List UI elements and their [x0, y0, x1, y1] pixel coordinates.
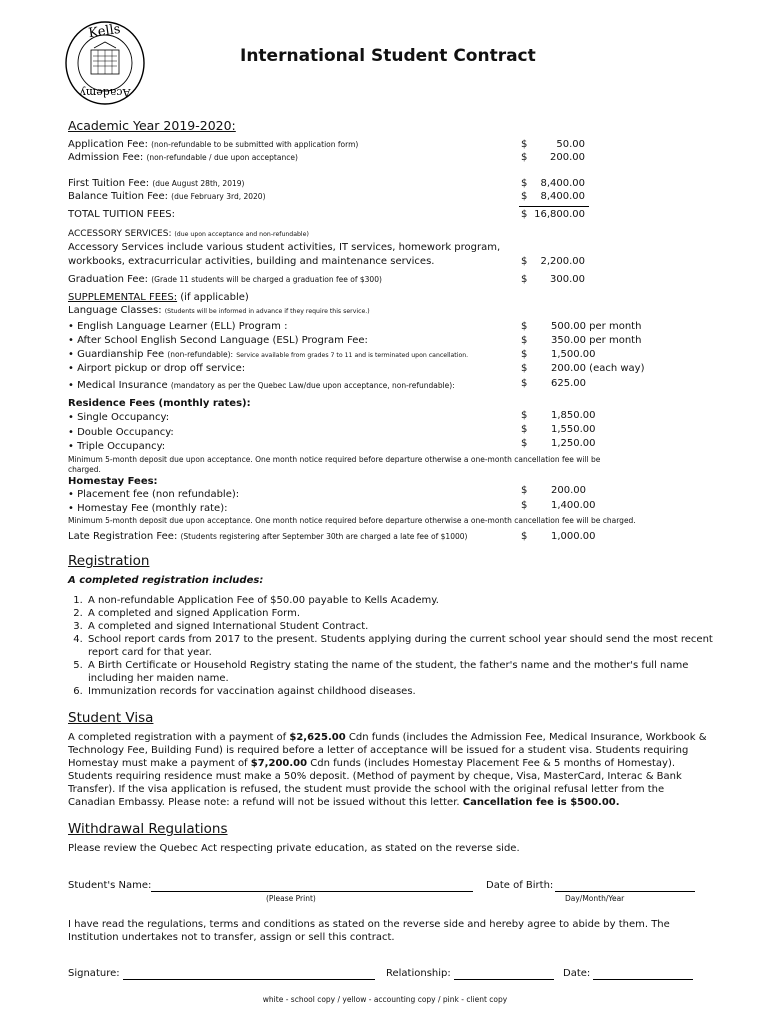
ell-program-label: • English Language Learner (ELL) Program :	[68, 321, 288, 332]
double-occupancy-label: • Double Occupancy:	[68, 427, 174, 438]
visa-registration-amount: $2,625.00	[289, 732, 346, 743]
application-fee-amount: 50.00	[556, 139, 585, 150]
medical-insurance-note: (mandatory as per the Quebec Law/due upon acceptance, non-refundable):	[170, 381, 455, 390]
supplemental-label: SUPPLEMENTAL FEES:	[68, 292, 178, 303]
currency-sign: $	[521, 424, 528, 435]
agreement-text: I have read the regulations, terms and conditions as stated on the reverse side and hereby agree to abide by them. The Institution undertakes not to transfer, assign or sell this contract.	[68, 919, 670, 943]
accessory-label: ACCESSORY SERVICES:	[68, 229, 172, 239]
graduation-amount: 300.00	[550, 274, 585, 285]
first-tuition-amount: 8,400.00	[540, 178, 585, 189]
accessory-desc-line2: workbooks, extracurricular activities, building and maintenance services.	[68, 256, 435, 267]
list-item: 3. A completed and signed International Student Contract.	[86, 620, 736, 633]
list-item: 6. Immunization records for vaccination against childhood diseases.	[86, 685, 736, 698]
accessory-desc-line1: Accessory Services include various student activities, IT services, homework program,	[68, 242, 501, 253]
date-of-birth-label: Date of Birth:	[486, 880, 554, 891]
total-tuition-amount: 16,800.00	[534, 209, 585, 220]
visa-text-2: Cdn funds (includes the Admission Fee, Medical Insurance, Workbook & Technology Fee, Building Fund) is required before a letter of acceptance will be issued for a student visa. Students requiring Homestay must make a payment of	[68, 732, 707, 769]
withdrawal-heading: Withdrawal Regulations	[68, 821, 228, 837]
medical-insurance-row	[68, 380, 455, 391]
ell-program-amount: 500.00 per month	[551, 321, 642, 332]
relationship-label: Relationship:	[386, 968, 451, 979]
accessory-amount: 2,200.00	[540, 256, 585, 267]
homestay-deposit-note: Minimum 5-month deposit due upon acceptance. One month notice required before departure otherwise a one-month cancellation fee will be charged.	[68, 516, 636, 525]
admission-fee-note: (non-refundable / due upon acceptance)	[146, 153, 298, 162]
currency-sign: $	[521, 410, 528, 421]
currency-sign: $	[521, 274, 528, 285]
signature-label: Signature:	[68, 968, 120, 979]
list-item: 4. School report cards from 2017 to the present. Students applying during the current school year should send the most recent report card for that year.	[86, 633, 736, 659]
kells-academy-seal	[64, 20, 146, 106]
relationship-field[interactable]	[454, 979, 554, 980]
date-format-hint: Day/Month/Year	[565, 894, 625, 903]
placement-fee-label: • Placement fee (non refundable):	[68, 489, 240, 500]
student-name-field[interactable]	[151, 891, 473, 892]
visa-text-3: Cdn funds (includes Homestay Placement Fee & 5 months of Homestay). Students requiring residence must make a 50% deposit. (Method of payment by cheque, Visa, MasterCard, Interac & Bank Transfer). If the visa application is refused, the student must provide the school with the original refusal letter from the Canadian Embassy. Please note: a refund will not be issued without this letter.	[68, 758, 682, 808]
residence-deposit-note-cont: charged.	[68, 465, 101, 474]
date-of-birth-field[interactable]	[555, 891, 695, 892]
language-classes-note: (Students will be informed in advance if they require this service.)	[164, 308, 370, 315]
supplemental-heading	[68, 292, 249, 303]
currency-sign: $	[521, 500, 528, 511]
signature-field[interactable]	[123, 979, 375, 980]
currency-sign: $	[521, 139, 528, 150]
currency-sign: $	[521, 363, 528, 374]
currency-sign: $	[521, 349, 528, 360]
student-visa-heading: Student Visa	[68, 710, 154, 726]
copy-distribution-footer: white - school copy / yellow - accounting copy / pink - client copy	[262, 995, 508, 1004]
medical-insurance-label: • Medical Insurance	[68, 380, 168, 391]
date-label: Date:	[563, 968, 591, 979]
medical-insurance-amount: 625.00	[551, 378, 586, 389]
currency-sign: $	[521, 531, 528, 542]
homestay-fee-label: • Homestay Fee (monthly rate):	[68, 503, 228, 514]
svg-text:Academy: Academy	[79, 86, 131, 99]
list-item: 1. A non-refundable Application Fee of $50.00 payable to Kells Academy.	[86, 594, 736, 607]
currency-sign: $	[521, 178, 528, 189]
visa-text-1: A completed registration with a payment of	[68, 732, 290, 743]
late-registration-note: (Students registering after September 30th are charged a late fee of $1000)	[180, 532, 468, 541]
admission-fee-row	[68, 152, 298, 163]
airport-pickup-label: • Airport pickup or drop off service:	[68, 363, 246, 374]
svg-text:Kells: Kells	[87, 21, 122, 42]
graduation-fee-row	[68, 274, 382, 285]
visa-homestay-amount: $7,200.00	[250, 758, 308, 769]
visa-cancellation-fee: Cancellation fee is $500.00.	[462, 797, 620, 808]
graduation-note: (Grade 11 students will be charged a graduation fee of $300)	[151, 275, 382, 284]
triple-occupancy-amount: 1,250.00	[551, 438, 596, 449]
currency-sign: $	[521, 335, 528, 346]
airport-pickup-amount: 200.00 (each way)	[551, 363, 645, 374]
language-classes-row	[68, 305, 370, 316]
total-divider	[519, 206, 589, 207]
registration-heading: Registration	[68, 553, 150, 569]
list-item: 2. A completed and signed Application Form.	[86, 607, 736, 620]
currency-sign: $	[521, 209, 528, 220]
guardianship-label: • Guardianship Fee	[68, 349, 165, 360]
withdrawal-text: Please review the Quebec Act respecting private education, as stated on the reverse side.	[68, 843, 520, 854]
academic-year-heading: Academic Year 2019-2020:	[68, 118, 236, 133]
triple-occupancy-label: • Triple Occupancy:	[68, 441, 166, 452]
balance-tuition-row	[68, 191, 266, 202]
balance-tuition-label: Balance Tuition Fee:	[68, 191, 168, 202]
registration-subheading: A completed registration includes:	[68, 575, 264, 586]
first-tuition-row	[68, 178, 244, 189]
balance-tuition-note: (due February 3rd, 2020)	[171, 192, 266, 201]
currency-sign: $	[521, 321, 528, 332]
supplemental-note: (if applicable)	[180, 292, 249, 303]
esl-program-label: • After School English Second Language (ESL) Program Fee:	[68, 335, 368, 346]
late-registration-row	[68, 531, 467, 542]
student-visa-paragraph	[68, 731, 708, 809]
homestay-heading: Homestay Fees:	[68, 476, 158, 487]
guardianship-row	[68, 349, 468, 360]
first-tuition-label: First Tuition Fee:	[68, 178, 150, 189]
application-fee-note: (non-refundable to be submitted with application form)	[151, 140, 359, 149]
currency-sign: $	[521, 438, 528, 449]
accessory-services-row	[68, 229, 309, 239]
page-title: International Student Contract	[240, 46, 536, 66]
esl-program-amount: 350.00 per month	[551, 335, 642, 346]
residence-deposit-note: Minimum 5-month deposit due upon acceptance. One month notice required before departure otherwise a one-month cancellation fee will be	[68, 455, 601, 464]
balance-tuition-amount: 8,400.00	[540, 191, 585, 202]
late-registration-amount: 1,000.00	[551, 531, 596, 542]
language-classes-label: Language Classes:	[68, 305, 162, 316]
list-item: 5. A Birth Certificate or Household Registry stating the name of the student, the father's name and the mother's full name including her maiden name.	[86, 659, 736, 685]
graduation-label: Graduation Fee:	[68, 274, 149, 285]
currency-sign: $	[521, 378, 528, 389]
total-tuition-label: TOTAL TUITION FEES:	[68, 209, 175, 220]
application-fee-label: Application Fee:	[68, 139, 148, 150]
currency-sign: $	[521, 485, 528, 496]
currency-sign: $	[521, 191, 528, 202]
first-tuition-note: (due August 28th, 2019)	[152, 179, 245, 188]
guardianship-amount: 1,500.00	[551, 349, 596, 360]
currency-sign: $	[521, 152, 528, 163]
application-fee-row	[68, 139, 358, 150]
guardianship-note: (non-refundable):	[167, 350, 234, 359]
student-name-label: Student's Name:	[68, 880, 152, 891]
single-occupancy-label: • Single Occupancy:	[68, 412, 170, 423]
currency-sign: $	[521, 256, 528, 267]
placement-fee-amount: 200.00	[551, 485, 586, 496]
registration-list	[68, 594, 736, 698]
admission-fee-label: Admission Fee:	[68, 152, 144, 163]
homestay-fee-amount: 1,400.00	[551, 500, 596, 511]
residence-heading: Residence Fees (monthly rates):	[68, 398, 251, 409]
admission-fee-amount: 200.00	[550, 152, 585, 163]
single-occupancy-amount: 1,850.00	[551, 410, 596, 421]
guardianship-availability-note: Service available from grades 7 to 11 and is terminated upon cancellation.	[236, 352, 469, 359]
date-field[interactable]	[593, 979, 693, 980]
accessory-note: (due upon acceptance and non-refundable)	[174, 231, 309, 238]
late-registration-label: Late Registration Fee:	[68, 531, 178, 542]
double-occupancy-amount: 1,550.00	[551, 424, 596, 435]
please-print-hint: (Please Print)	[266, 894, 316, 903]
